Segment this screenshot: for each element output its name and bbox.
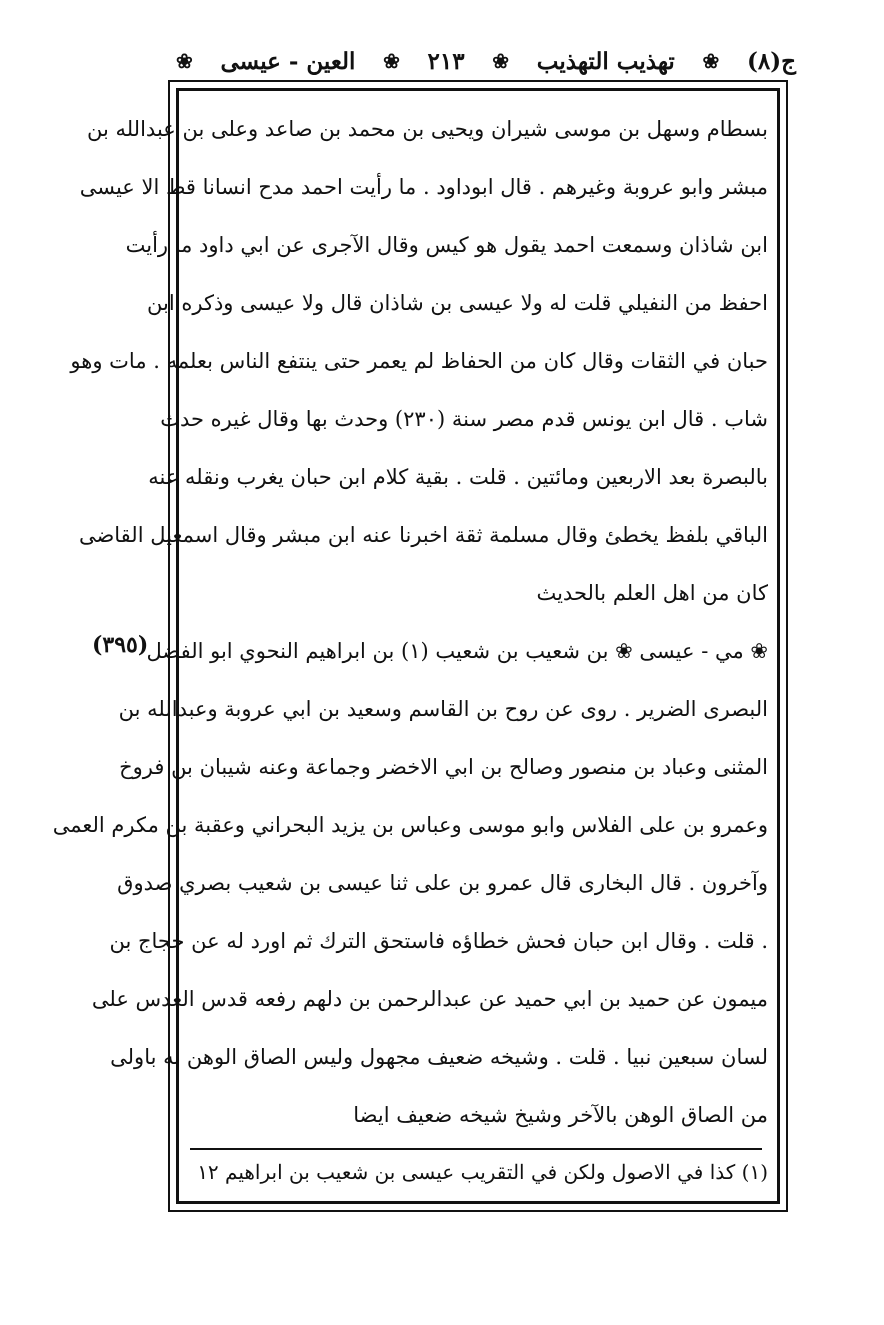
text-line: وآخرون . قال البخارى قال عمرو بن على ثنا عيسى بن شعيب بصري صدوق [117,871,768,895]
text-line: ميمون عن حميد بن ابي حميد عن عبدالرحمن بن دلهم رفعه قدس العدس على [91,987,768,1011]
text-line: المثنى وعباد بن منصور وصالح بن ابي الاخضر وجماعة وعنه شيبان بن فروخ [119,755,768,779]
page-header [176,40,796,82]
text-line: بسطام وسهل بن موسى شيران ويحيى بن محمد بن صاعد وعلى بن عبدالله بن [86,117,768,141]
footnote: (١) كذا في الاصول ولكن في التقريب عيسى بن شعيب بن ابراهيم ١٢ [197,1160,768,1184]
text-line: . قلت . وقال ابن حبان فحش خطاؤه فاستحق الترك ثم اورد له عن حجاج بن [109,929,768,953]
text-line: شاب . قال ابن يونس قدم مصر سنة (٢٣٠) وحدث بها وقال غيره حدث [160,407,768,431]
book-title: تهذيب التهذيب [536,47,675,75]
text-line: مبشر وابو عروبة وغيرهم . قال ابوداود . ما رأيت احمد مدح انسانا قط الا عيسى [79,175,768,199]
footnote-divider [190,1148,762,1150]
text-line: من الصاق الوهن بالآخر وشيخ شيخه ضعيف ايضا [353,1103,768,1127]
ornament-icon: ❀ [492,49,510,73]
page-number: ٢١٣ [427,47,465,75]
text-line: حبان في الثقات وقال كان من الحفاظ لم يعمر حتى ينتفع الناس بعلمه . مات وهو [70,349,768,373]
section-title: العين - عيسى [220,47,356,75]
ornament-icon: ❀ [702,49,720,73]
text-line: البصرى الضرير . روى عن روح بن القاسم وسعيد بن ابي عروبة وعبدالله بن [118,697,768,721]
entry-heading-line: ❀ مي - عيسى ❀ بن شعيب بن شعيب (١) بن ابراهيم النحوي ابو الفضل [146,639,768,663]
text-line: الباقي بلفظ يخطئ وقال مسلمة ثقة اخبرنا عنه ابن مبشر وقال اسمعيل القاضى [78,523,768,547]
text-line: ابن شاذان وسمعت احمد يقول هو كيس وقال الآجرى عن ابي داود ما رأيت [125,233,768,257]
ornament-icon: ❀ [176,49,193,73]
ornament-icon: ❀ [383,49,400,73]
text-line: احفظ من النفيلي قلت له ولا عيسى بن شاذان قال ولا عيسى وذكره ابن [147,291,768,315]
text-line: لسان سبعين نبيا . قلت . وشيخه ضعيف مجهول وليس الصاق الوهن به باولى [110,1045,768,1069]
entry-number: (٣٩٥) [92,632,149,658]
text-line: وعمرو بن على الفلاس وابو موسى وعباس بن يزيد البحراني وعقبة بن مكرم العمى [52,813,768,837]
text-line: كان من اهل العلم بالحديث [536,581,768,605]
volume-label: ج(٨) [747,47,796,75]
text-line: بالبصرة بعد الاربعين ومائتين . قلت . بقية كلام ابن حبان يغرب ونقله عنه [148,465,768,489]
